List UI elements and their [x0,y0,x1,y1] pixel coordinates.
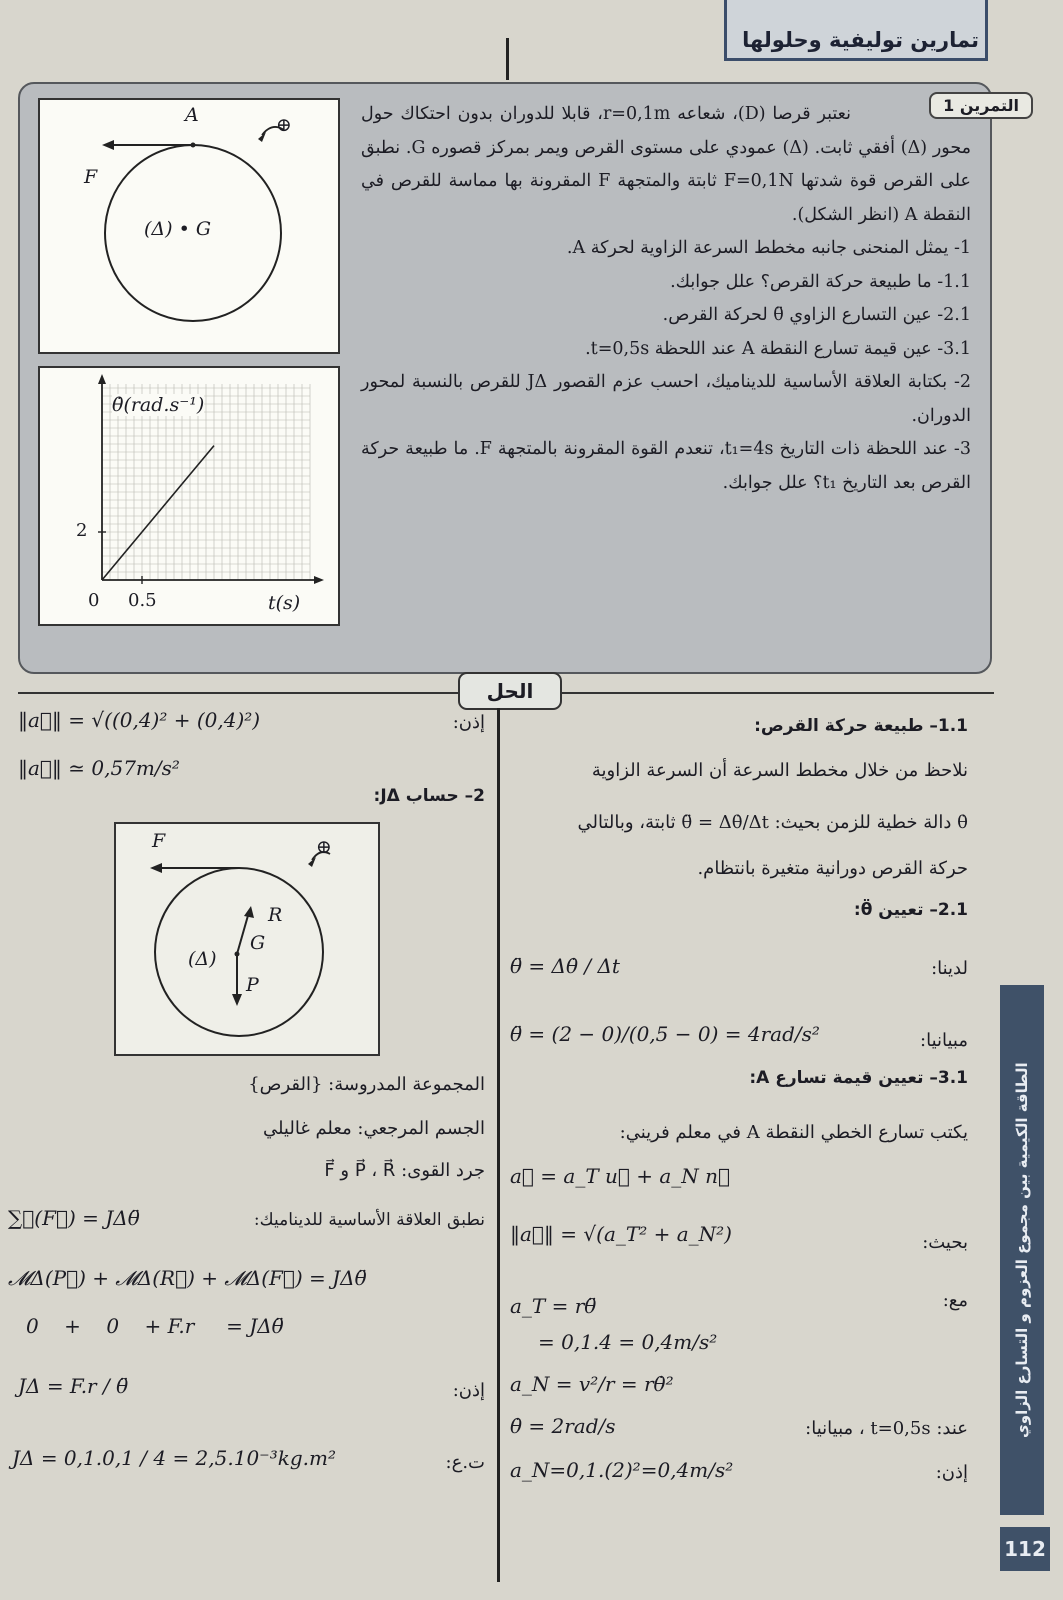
equation: θ̇ = 2rad/s [510,1414,616,1438]
equation: a_N = v²/r = rθ̇² [510,1372,674,1396]
exercise-question: 1.1- ما طبيعة حركة القرص؟ علل جوابك. [670,271,971,292]
center-G [235,952,240,957]
force-arrow-head [102,140,114,150]
label-idhan: إذن: [935,1462,968,1483]
label-idhan: إذن: [452,1380,485,1401]
header-divider [506,38,509,80]
forces-figure-svg [116,824,378,1054]
exercise-question: 3.1- عين قيمة تسارع النقطة A عند اللحظة t=0,5s. [585,338,971,359]
equation: ‖a⃗‖ ≃ 0,57m/s² [18,756,180,780]
equation: ∑𝓜(F⃗) = JΔθ̈ [8,1206,140,1230]
label-mobiana: مبيانيا: [920,1030,968,1051]
label-R: R [268,904,283,926]
rotation-arrow-head [258,132,266,142]
label-G: G [250,932,266,954]
label-bihayth: بحيث: [922,1232,968,1253]
force-arrow-head [150,863,162,873]
plus-icon: ⊕ [316,836,332,858]
chapter-title: تمارين توليفية وحلولها [742,28,979,52]
weight-arrow-head [232,994,242,1006]
label-axis-G: (Δ) • G [144,218,212,240]
label-P: P [246,974,259,996]
page-number: 112 [1000,1527,1050,1571]
solution-text: حركة القرص دورانية متغيرة بانتظام. [697,858,968,879]
equation: ‖a⃗‖ = √((0,4)² + (0,4)²) [18,708,261,732]
studied-system: المجموعة المدروسة: {القرص} [248,1074,485,1095]
x-axis-arrow [314,576,324,584]
disc-circle [155,868,323,1036]
equation: 𝓜Δ(P⃗) + 𝓜Δ(R⃗) + 𝓜Δ(F⃗) = JΔθ̈ [8,1266,367,1290]
fundamental-relation: نطبق العلاقة الأساسية للديناميك: [253,1210,485,1230]
label-idhan: إذن: [452,712,485,733]
solution-tag: الحل [458,672,562,710]
forces-inventory: جرد القوى: P⃗ ، R⃗ و F⃗ [324,1160,485,1181]
chapter-side-title: الطاقة الكيمية بين مجموع العزوم و التسارع الزاوي [1013,1062,1031,1438]
exercise-question: 1- يمثل المنحنى جانبه مخطط السرعة الزاوية لحركة A. [566,238,971,258]
exercise-question: 3- عند اللحظة ذات التاريخ t₁=4s، تنعدم القوة المقرونة بالمتجهة F. ما طبيعة حركة القرص بعد التاريخ t₁؟ علل جوابك. [361,439,971,493]
graph-tick-x: 0.5 [128,590,157,611]
exercise-tag: التمرين 1 [929,92,1033,119]
velocity-graph [38,366,340,626]
reaction-arrow-line [237,912,249,954]
exercise-question: 2- بكتابة العلاقة الأساسية للديناميك، احسب عزم القصور JΔ للقرص بالنسبة لمحور الدوران. [361,372,971,426]
label-F: F [84,166,98,188]
equation: JΔ = 0,1.0,1 / 4 = 2,5.10⁻³kg.m² [12,1446,337,1470]
forces-figure [114,822,380,1056]
y-axis-arrow [98,374,106,384]
equation: 0 + 0 + F.r = JΔθ̈ [26,1314,284,1338]
label-numerical: ت.ع: [445,1452,485,1473]
chapter-header [724,0,988,61]
label-maa: مع: [942,1290,968,1311]
graph-origin: 0 [88,590,100,611]
solution-text: نلاحظ من خلال مخطط السرعة أن السرعة الزاوية [591,760,968,781]
label-F: F [152,830,166,852]
equation: θ̈ = Δθ̇ / Δt [510,954,620,978]
graph-tick-y: 2 [76,520,88,541]
exercise-question: 2.1- عين التسارع الزاوي θ̈ لحركة القرص. [662,305,971,325]
equation: a_N=0,1.(2)²=0,4m/s² [510,1458,734,1482]
point-A [191,143,196,148]
label-A: A [185,104,199,126]
heading-3-1: 3.1– تعيين قيمة تسارع A: [749,1068,968,1088]
reaction-arrow-head [244,906,254,918]
solution-text: θ̇ دالة خطية للزمن بحيث: θ̈ = Δθ̇/Δt ثابتة، وبالتالي [577,812,968,833]
equation: a_T = rθ̈ [510,1294,597,1318]
equation: a⃗ = a_T u⃗ + a_N n⃗ [510,1164,731,1188]
heading-2: 2– حساب JΔ: [373,786,485,806]
heading-2-1: 2.1– تعيين θ̈: [853,900,968,920]
equation: = 0,1.4 = 0,4m/s² [538,1330,718,1354]
label-inda: عند: t=0,5s ، مبيانيا: [805,1418,968,1439]
graph-xlabel: t(s) [268,592,301,614]
heading-1-1: 1.1– طبيعة حركة القرص: [754,716,968,736]
equation: θ̈ = (2 − 0)/(0,5 − 0) = 4rad/s² [510,1022,820,1046]
exercise-paragraph: نعتبر قرصا (D)، شعاعه r=0,1m، قابلا للدوران بدون احتكاك حول محور (Δ) أفقي ثابت. (Δ) عمودي على مستوى القرص ويمر بمركز قصوره G. نطبق على القرص قوة شدتها F=0,1N ثابتة والمتجهة F المقرونة بها مماسة للقرص في النقطة A (انظر الشكل). [361,104,971,225]
equation: ‖a⃗‖ = √(a_T² + a_N²) [510,1222,732,1246]
exercise-text [361,98,971,500]
solution-text: يكتب تسارع الخطي النقطة A في معلم فريني: [619,1122,968,1143]
disc-figure [38,98,340,354]
label-ladina: لدينا: [931,958,968,979]
plus-icon: ⊕ [276,114,292,136]
column-divider [497,708,500,1582]
equation: JΔ = F.r / θ̈ [18,1374,129,1398]
label-axis: (Δ) [188,948,217,970]
graph-ylabel: θ̇(rad.s⁻¹) [112,394,205,416]
reference-frame: الجسم المرجعي: معلم غاليلي [262,1118,485,1139]
